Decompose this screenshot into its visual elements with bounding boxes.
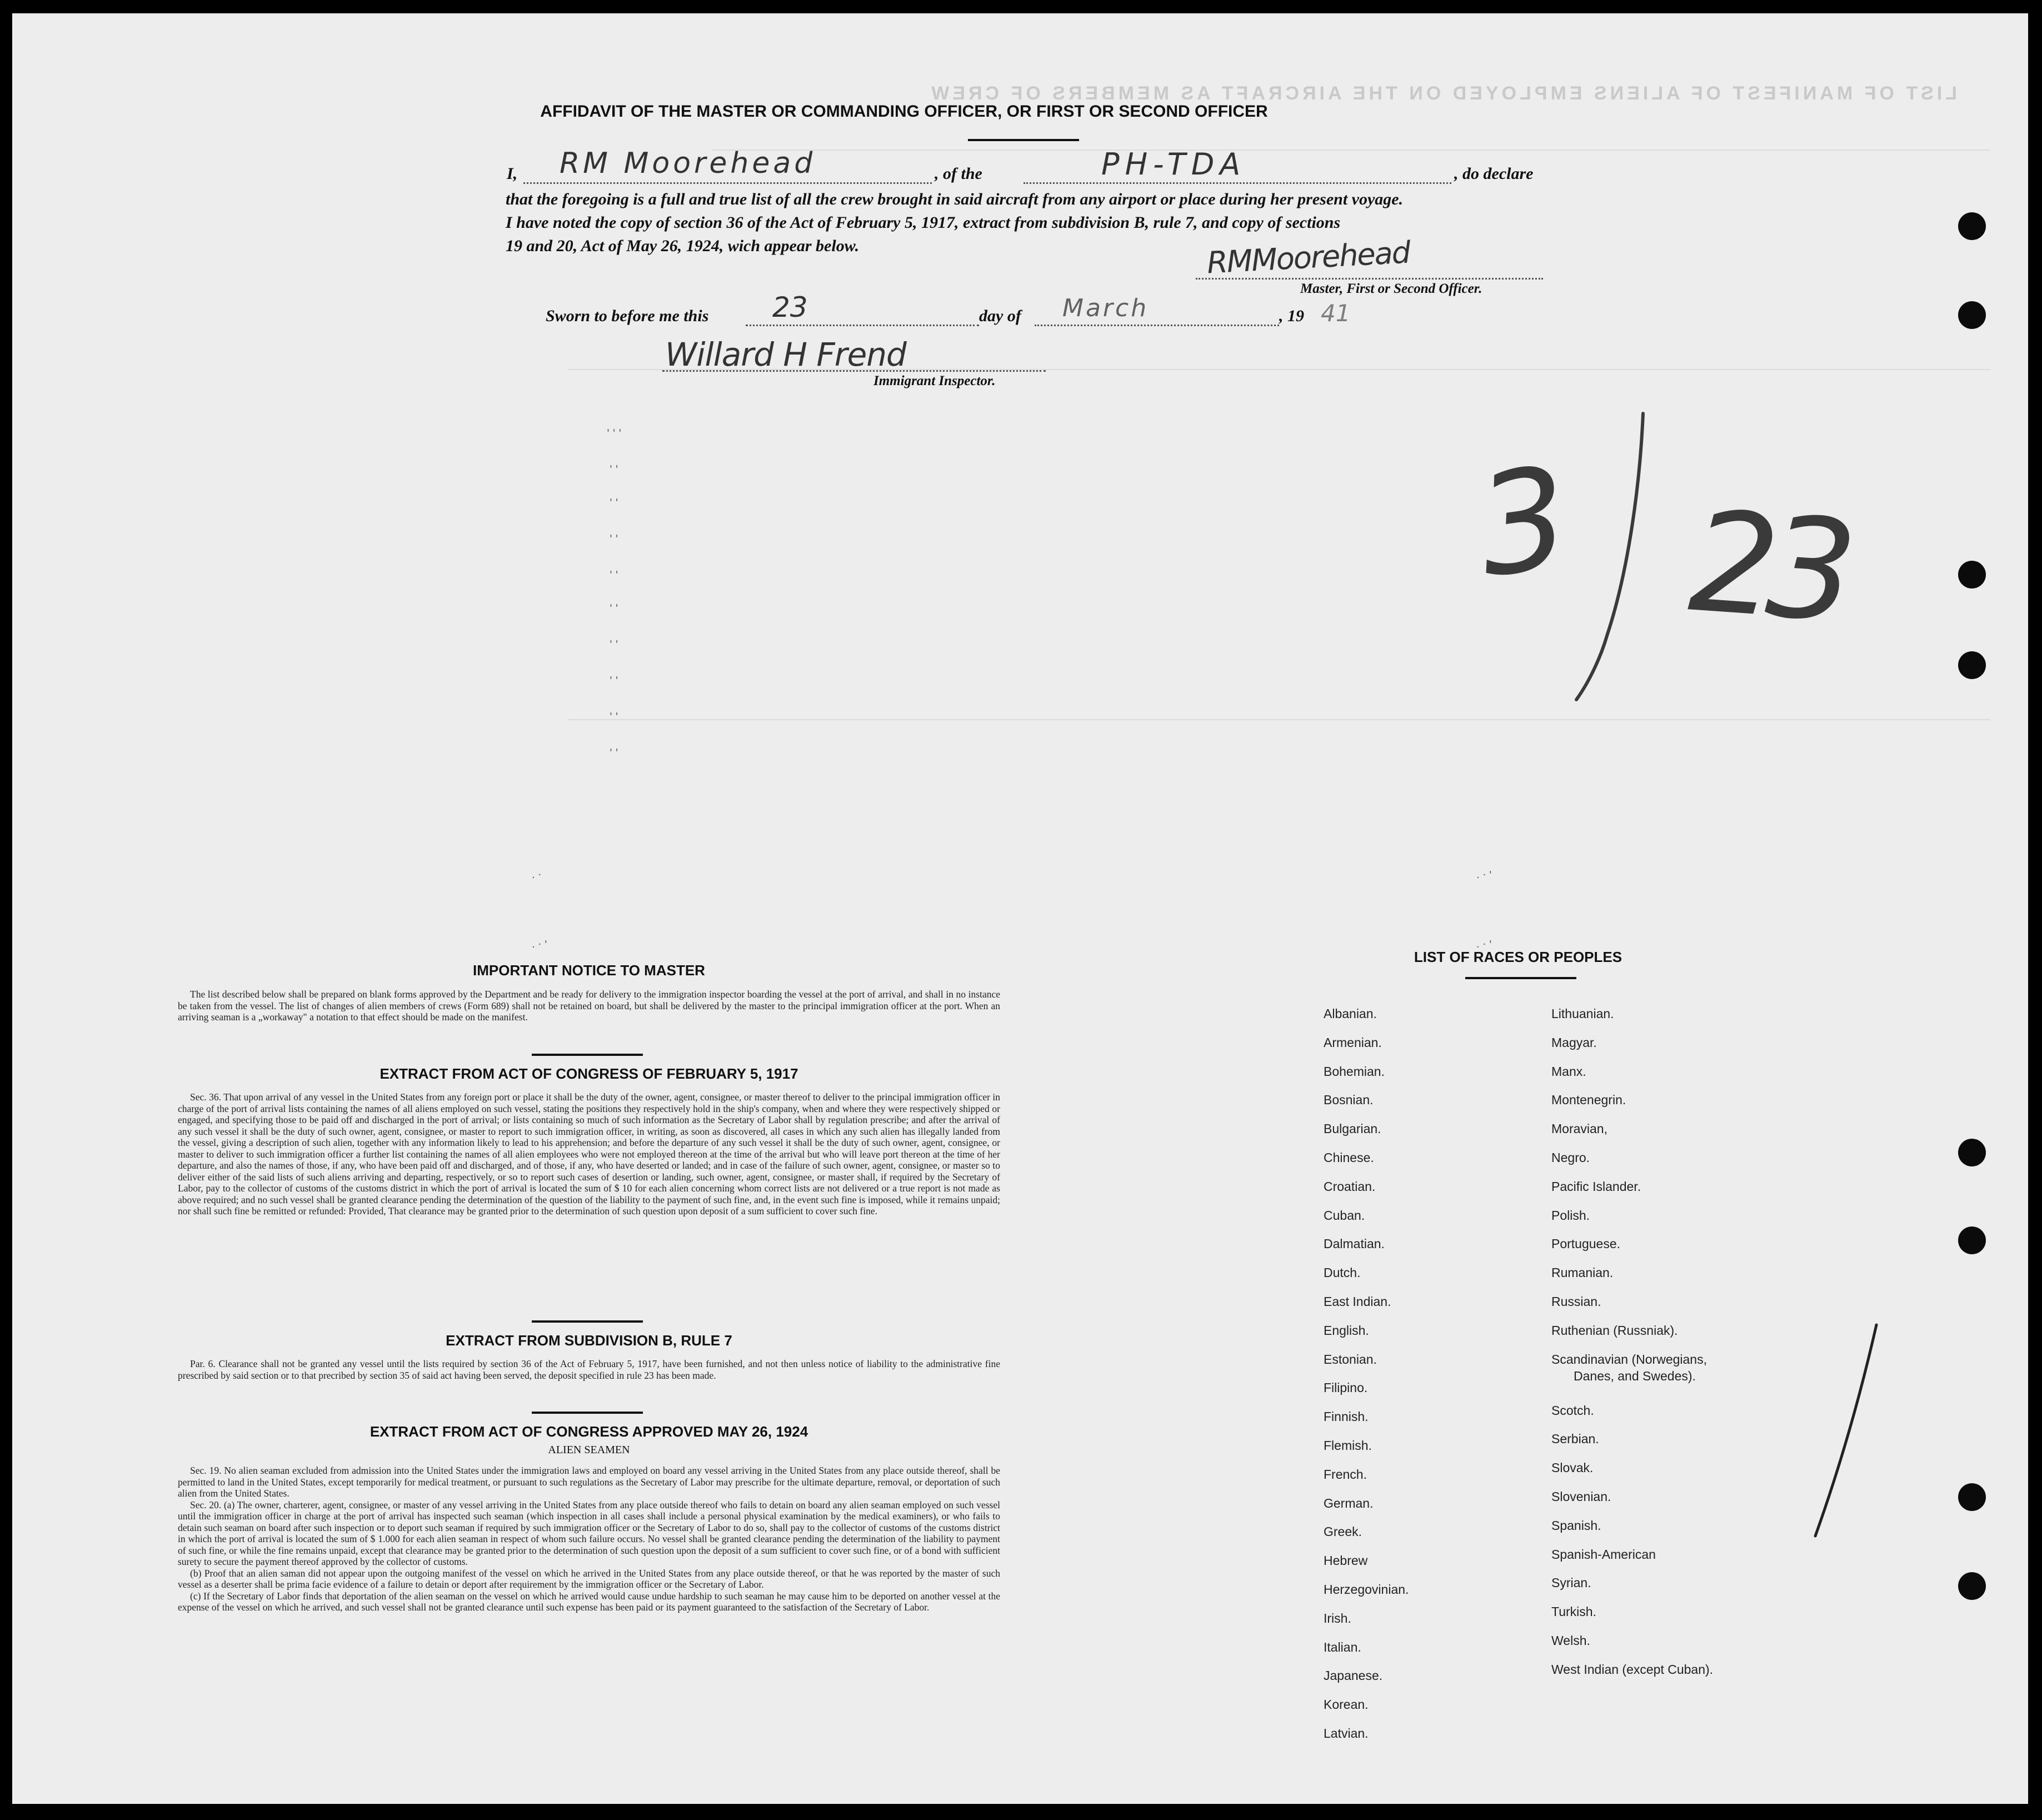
tick-mark: ' ' bbox=[610, 533, 618, 545]
race-item: Japanese. bbox=[1324, 1668, 1383, 1683]
race-item: Flemish. bbox=[1324, 1438, 1372, 1453]
affidavit-i-label: I, bbox=[507, 164, 518, 183]
affidavit-of-the-label: , of the bbox=[935, 164, 982, 183]
race-item: Scandinavian (Norwegians, bbox=[1551, 1352, 1707, 1367]
sec-20c-paragraph: (c) If the Secretary of Labor finds that deportation of the alien seaman on the vessel on which he arrived would cause undue hardship to such seaman he may cause him to be deported on another vessel at the expense of the vessel on which he arrived, and such vessel shall not be granted clearance until such expense has been paid or its payment guaranteed to the satisfaction of the Secretary of Labor. bbox=[178, 1590, 1000, 1613]
affidavit-line-4: 19 and 20, Act of May 26, 1924, wich appear below. bbox=[506, 237, 860, 255]
race-item: Lithuanian. bbox=[1551, 1006, 1614, 1021]
alien-seamen-subtitle: ALIEN SEAMEN bbox=[548, 1444, 630, 1456]
handwritten-stroke bbox=[1801, 1319, 1890, 1542]
affidavit-line-3: I have noted the copy of section 36 of the Act of February 5, 1917, extract from subdivision B, rule 7, and copy of sections bbox=[506, 213, 1341, 232]
extract-1917-paragraph: Sec. 36. That upon arrival of any vessel in the United States from any foreign port or place it shall be the duty of the owner, agent, consignee, or master thereof to deliver to the principal immigration officer in charge of the port of arrival lists containing the names of all aliens employed on such vessel, stating the positions they respectively hold in the ship's company, when and where they were respectively shipped or engaged, and specifying those to be paid off and discharged in the port of arrival; or lists containing so much of such information as the Secretary of Labor shall by regulation prescribe; and after the arrival of any such vessel it shall be the duty of such owner, agent, consignee, or master to report to such immigration officer, in writing, as soon as discovered, all cases in which any such alien has illegally landed from the vessel, giving a description of such alien, together with any information likely to lead to his apprehension; and before the departure of any such vessel it shall be the duty of such owner, agent, consignee, or master to deliver to such immigration officer a further list containing the names of all alien employees who were not employed thereon at the time of the arrival but who will leave port thereon at the time of her departure, and also the names of those, if any, who have been paid off and discharged, and of those, if any, who have deserted or landed; and in case of the failure of such owner, agent, consignee, or master so to deliver either of the said lists of such aliens arriving and departing, respectively, or so to report such cases of desertion or landing, such owner, agent, consignee, or master shall, if required by the Secretary of Labor, pay to the collector of customs of the customs district in which the port of arrival is located the sum of $ 10 for each alien concerning whom correct lists are not delivered or a true report is not made as above required; and no such vessel shall be granted clearance pending the determination of the question of the liability to the payment of such fine, and, in the event such fine is imposed, while it remains unpaid; nor shall such fine be remitted or refunded: Provided, That clearance may be granted prior to the determination of such question upon deposit of a sum sufficient to cover such fine. bbox=[178, 1091, 1000, 1216]
race-item: Armenian. bbox=[1324, 1035, 1382, 1050]
race-item: Italian. bbox=[1324, 1639, 1361, 1654]
race-item: Chinese. bbox=[1324, 1150, 1374, 1165]
section-rule bbox=[532, 1320, 643, 1323]
handwritten-slash bbox=[1546, 402, 1668, 714]
sec-20a-paragraph: Sec. 20. (a) The owner, charterer, agent, consignee, or master of any vessel arriving in the United States from any place outside thereof who fails to detain on board any alien seaman employed on such vessel until the immigration officer in charge at the port of arrival has inspected such seaman (which inspection in all cases shall include a personal physical examination by the medical examiners), or who fails to detain such seaman on board after such inspection or to deport such seaman if required by such immigration officer or the Secretary of Labor to do so, shall pay to the collector of customs of the customs district in which the port of arrival is located the sum of $ 1.000 for each alien seaman in respect of whom such failure occurs. No vessel shall be granted clearance pending the determination of the liability to payment of such fine, or while the fine remains unpaid, except that clearance may be granted prior to the determination of such question upon the deposit of a sum sufficient to cover such fine, or of a bond with sufficient surety to secure the payment thereof approved by the collector of customs. bbox=[178, 1499, 1000, 1567]
race-item: West Indian (except Cuban). bbox=[1551, 1662, 1714, 1677]
race-item: Syrian. bbox=[1551, 1575, 1591, 1590]
bleed-through-text: LIST OF MANIFEST OF ALIENS EMPLOYED ON THE AIRCRAFT AS MEMBERS OF CREW bbox=[928, 83, 1957, 104]
inspector-signature: Willard H Frend bbox=[665, 336, 906, 373]
tick-mark: ' ' bbox=[610, 747, 618, 759]
race-item: Danes, and Swedes). bbox=[1574, 1368, 1696, 1383]
race-item: Dutch. bbox=[1324, 1265, 1361, 1280]
notice-text bbox=[178, 989, 1000, 1023]
race-item: Irish. bbox=[1324, 1610, 1351, 1625]
sworn-label: Sworn to before me this bbox=[546, 307, 709, 325]
race-item: Bosnian. bbox=[1324, 1093, 1374, 1108]
races-rule bbox=[1465, 977, 1576, 979]
race-item: Manx. bbox=[1551, 1064, 1586, 1079]
rule7-paragraph: Par. 6. Clearance shall not be granted any vessel until the lists required by section 36 of the Act of February 5, 1917, have been furnished, and not then unless notice of liability to the administrative fine prescribed by said section or to that precribed by section 35 of said act having been served, the deposit specified in rule 23 has been made. bbox=[178, 1358, 1000, 1381]
affidavit-title: AFFIDAVIT OF THE MASTER OR COMMANDING OFFICER, OR FIRST OR SECOND OFFICER bbox=[540, 102, 1268, 121]
race-item: French. bbox=[1324, 1467, 1367, 1482]
faint-ruled-line bbox=[568, 719, 1990, 720]
aircraft-dotted-line bbox=[1024, 182, 1451, 184]
affidavit-line-2: that the foregoing is a full and true list of all the crew brought in said aircraft from any airport or place during her present voyage. bbox=[506, 190, 1404, 208]
race-item: Cuban. bbox=[1324, 1208, 1365, 1223]
race-item: Finnish. bbox=[1324, 1409, 1369, 1424]
race-item: Albanian. bbox=[1324, 1006, 1377, 1021]
sworn-day-line bbox=[746, 325, 979, 326]
inspector-dotted-line bbox=[662, 370, 1046, 372]
name-dotted-line bbox=[523, 182, 932, 184]
tick-mark: ' ' bbox=[610, 602, 618, 614]
race-item: Slovenian. bbox=[1551, 1489, 1611, 1504]
tick-mark: ' ' bbox=[610, 463, 618, 475]
handwritten-month: 3 bbox=[1468, 436, 1579, 609]
race-item: Scotch. bbox=[1551, 1403, 1594, 1418]
punch-hole bbox=[1958, 1572, 1986, 1600]
sec-20b-paragraph: (b) Proof that an alien saman did not appear upon the outgoing manifest of the vessel on which he arrived in the United States from any place outside thereof, or that he was reported by the master of such vessel as a deserter shall be prima facie evidence of a failure to detain or deport after requirement by the immigration officer or the Secretary of Labor. bbox=[178, 1567, 1000, 1590]
section-rule bbox=[532, 1054, 643, 1056]
title-rule bbox=[968, 139, 1079, 141]
punch-hole bbox=[1958, 301, 1986, 329]
punch-hole bbox=[1958, 561, 1986, 589]
race-item: Magyar. bbox=[1551, 1035, 1597, 1050]
race-item: Slovak. bbox=[1551, 1460, 1594, 1475]
race-item: Serbian. bbox=[1551, 1432, 1599, 1447]
tick-mark: ' ' ' bbox=[607, 427, 622, 439]
master-name-handwritten: RM Moorehead bbox=[560, 147, 816, 180]
aircraft-id-handwritten: PH-TDA bbox=[1101, 147, 1246, 182]
race-item: Spanish-American bbox=[1551, 1547, 1656, 1562]
sworn-month-handwritten: March bbox=[1062, 294, 1149, 322]
races-title: LIST OF RACES OR PEOPLES bbox=[1414, 949, 1622, 965]
punch-hole bbox=[1958, 1483, 1986, 1511]
race-item: Spanish. bbox=[1551, 1518, 1601, 1533]
tick-mark: ' ' bbox=[610, 639, 618, 650]
signature-caption: Master, First or Second Officer. bbox=[1300, 281, 1482, 296]
notice-title: IMPORTANT NOTICE TO MASTER bbox=[473, 962, 705, 979]
extract-1924-title: EXTRACT FROM ACT OF CONGRESS APPROVED MAY 26, 1924 bbox=[370, 1423, 808, 1440]
tick-mark: ' ' bbox=[610, 497, 618, 508]
tick-mark: ' ' bbox=[610, 569, 618, 581]
rule7-title: EXTRACT FROM SUBDIVISION B, RULE 7 bbox=[446, 1332, 732, 1349]
race-item: Portuguese. bbox=[1551, 1236, 1621, 1251]
race-item: English. bbox=[1324, 1323, 1369, 1338]
race-item: Bulgarian. bbox=[1324, 1121, 1381, 1136]
race-item: Latvian. bbox=[1324, 1726, 1369, 1741]
race-item: Hebrew bbox=[1324, 1553, 1368, 1568]
affidavit-declare-label: , do declare bbox=[1454, 164, 1534, 183]
year-label: , 19 bbox=[1279, 307, 1304, 325]
sec-19-paragraph: Sec. 19. No alien seaman excluded from admission into the United States under the immigration laws and employed on board any vessel arriving in the United States from any place outside thereof, shall be permitted to land in the United States, except temporarily for medical treatment, or pursuant to such regulations as the Secretary of Labor may prescribe for the ultimate departure, removal, or deportation of such alien from the United States. bbox=[178, 1465, 1000, 1499]
race-item: Croatian. bbox=[1324, 1179, 1376, 1194]
tick-mark: . · ' bbox=[1476, 939, 1492, 950]
extract-1924-text bbox=[178, 1465, 1000, 1613]
race-item: Montenegrin. bbox=[1551, 1093, 1626, 1108]
master-signature: RMMoorehead bbox=[1206, 235, 1411, 281]
race-item: Herzegovinian. bbox=[1324, 1582, 1409, 1597]
faint-ruled-line bbox=[712, 149, 1990, 151]
race-item: Pacific Islander. bbox=[1551, 1179, 1641, 1194]
race-item: Dalmatian. bbox=[1324, 1236, 1385, 1251]
sworn-month-line bbox=[1035, 325, 1279, 326]
inspector-caption: Immigrant Inspector. bbox=[873, 373, 996, 388]
handwritten-day: 23 bbox=[1685, 480, 1850, 653]
race-item: Bohemian. bbox=[1324, 1064, 1385, 1079]
year-handwritten: 41 bbox=[1321, 300, 1351, 327]
signature-dotted-line bbox=[1196, 278, 1543, 280]
race-item: Russian. bbox=[1551, 1294, 1601, 1309]
tick-mark: . · bbox=[532, 869, 542, 881]
race-item: Ruthenian (Russniak). bbox=[1551, 1323, 1678, 1338]
day-of-label: day of bbox=[979, 307, 1021, 325]
race-item: East Indian. bbox=[1324, 1294, 1391, 1309]
notice-paragraph: The list described below shall be prepared on blank forms approved by the Department and be ready for delivery to the immigration inspector boarding the vessel at the port of arrival, and shall in no instance be taken from the vessel. The list of changes of alien members of crews (Form 689) shall not be retained on board, but shall be delivered by the master to the principal immigration officer at the port. When an arriving seaman is a „workaway" a notation to that effect should be made on the manifest. bbox=[178, 989, 1000, 1023]
section-rule bbox=[532, 1412, 643, 1414]
race-item: Negro. bbox=[1551, 1150, 1590, 1165]
race-item: Polish. bbox=[1551, 1208, 1590, 1223]
punch-hole bbox=[1958, 651, 1986, 679]
race-item: Rumanian. bbox=[1551, 1265, 1614, 1280]
race-item: Welsh. bbox=[1551, 1633, 1590, 1648]
punch-hole bbox=[1958, 1139, 1986, 1166]
race-item: German. bbox=[1324, 1495, 1374, 1510]
sworn-day-handwritten: 23 bbox=[772, 291, 808, 323]
document-page bbox=[12, 13, 2028, 1804]
tick-mark: ' ' bbox=[610, 675, 618, 686]
tick-mark: . · ' bbox=[1476, 869, 1492, 881]
extract-1917-title: EXTRACT FROM ACT OF CONGRESS OF FEBRUARY 5, 1917 bbox=[380, 1065, 798, 1082]
punch-hole bbox=[1958, 1226, 1986, 1254]
extract-1917-text bbox=[178, 1091, 1000, 1217]
race-item: Moravian, bbox=[1551, 1121, 1607, 1136]
rule7-text bbox=[178, 1358, 1000, 1381]
punch-hole bbox=[1958, 212, 1986, 240]
tick-mark: . · ' bbox=[532, 939, 547, 950]
race-item: Turkish. bbox=[1551, 1604, 1596, 1619]
race-item: Estonian. bbox=[1324, 1352, 1377, 1367]
race-item: Korean. bbox=[1324, 1697, 1369, 1712]
race-item: Filipino. bbox=[1324, 1380, 1368, 1395]
tick-mark: ' ' bbox=[610, 711, 618, 722]
race-item: Greek. bbox=[1324, 1524, 1362, 1539]
